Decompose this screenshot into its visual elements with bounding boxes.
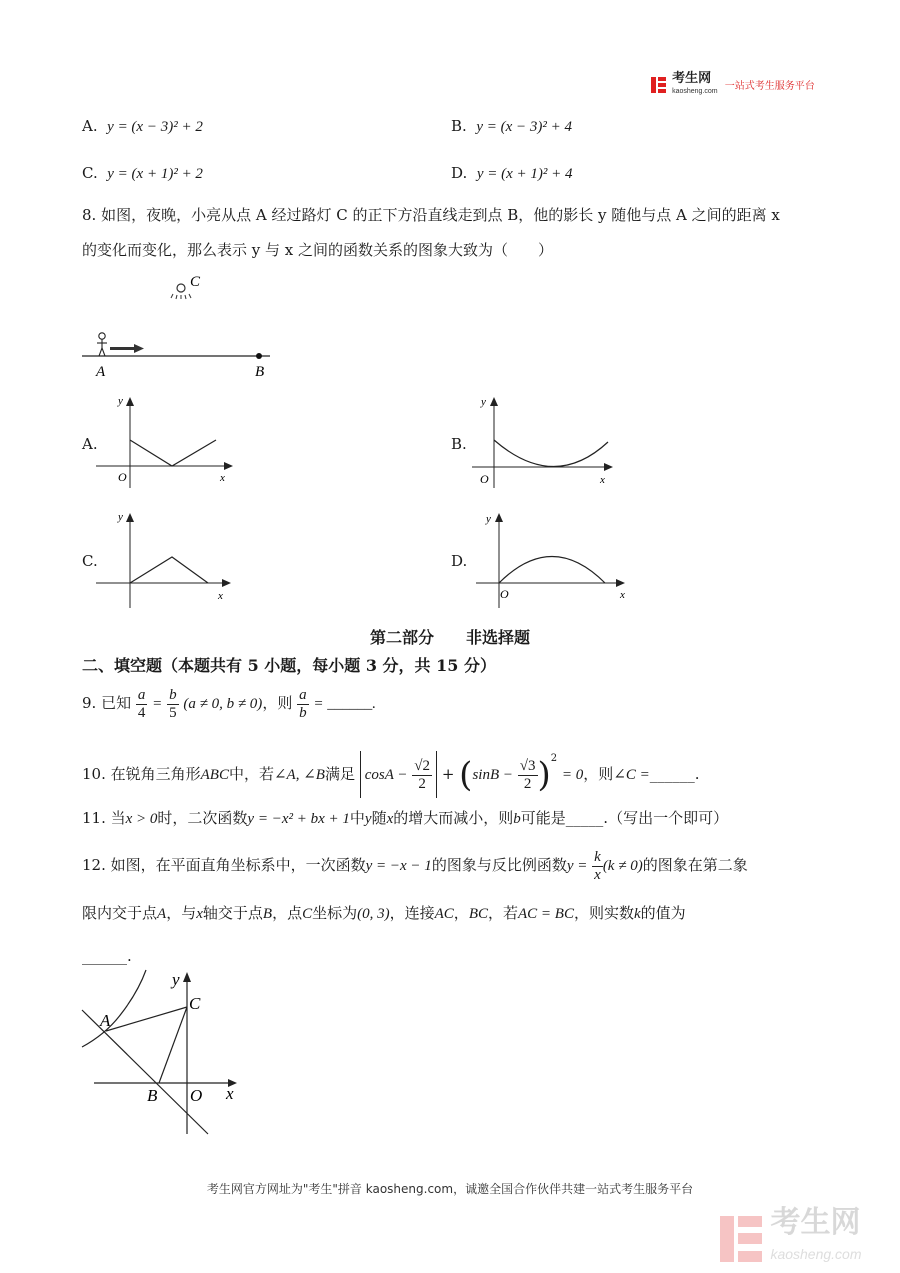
svg-text:A: A <box>100 1011 111 1030</box>
logo-name: 考生网 <box>672 70 712 85</box>
logo-icon <box>651 76 667 94</box>
label-a: A <box>96 364 106 380</box>
q7-option-c: C. y = (x + 1)² + 2 <box>82 164 203 182</box>
q11: 11. 当x > 0时，二次函数y = −x² + bx + 1中y随x的增大而减小，则b可能是_____.（写出一个即可） <box>82 809 729 827</box>
watermark <box>718 1206 862 1268</box>
svg-text:x: x <box>218 590 223 602</box>
watermark-logo-icon <box>718 1214 766 1264</box>
q12-line2: 限内交于点A，与x轴交于点B，点C坐标为(0, 3)，连接AC，BC，若AC = BC，则实数k的值为 <box>82 904 686 922</box>
svg-text:x: x <box>220 472 225 484</box>
logo-slogan: 一站式考生服务平台 <box>724 81 815 92</box>
logo-url: kaosheng.com <box>672 88 718 95</box>
q8-option-b-label: B. <box>451 435 467 453</box>
q8-scene-figure <box>80 268 280 383</box>
svg-text:x: x <box>600 474 605 486</box>
watermark-url: kaosheng.com <box>770 1246 862 1262</box>
watermark-name: 考生网 <box>770 1206 861 1239</box>
svg-text:y: y <box>486 513 491 525</box>
q10: 10. 在锐角三角形ABC中，若∠A, ∠B满足 cosA − $\frac{√2}{2}$ + (sinB − $\frac{√3}{2}$ )$^2$ = 0，则∠C =______. <box>82 737 700 798</box>
svg-text:y: y <box>118 395 123 407</box>
part2-title: 第二部分 非选择题 <box>369 628 530 647</box>
header-logo <box>651 72 815 97</box>
q12-line3: ______. <box>82 947 132 965</box>
street-lamp-icon <box>171 284 191 299</box>
svg-text:O: O <box>480 472 489 486</box>
q8-graph-b <box>470 392 620 492</box>
q8-graph-c <box>94 508 244 610</box>
svg-text:y: y <box>172 970 180 989</box>
q8-option-a-label: A. <box>82 435 98 453</box>
svg-text:x: x <box>620 589 625 601</box>
q8-graph-d <box>474 508 634 610</box>
svg-text:x: x <box>226 1084 234 1103</box>
q8-line1: 8. 如图，夜晚，小亮从点 A 经过路灯 C 的正下方沿直线走到点 B，他的影长 y 随他与点 A 之间的距离 x <box>82 206 780 224</box>
q7-option-b: B. y = (x − 3)² + 4 <box>451 117 573 135</box>
svg-text:O: O <box>190 1086 203 1105</box>
q7-option-d: D. y = (x + 1)² + 4 <box>451 164 573 182</box>
svg-text:C: C <box>189 994 201 1013</box>
svg-text:y: y <box>481 396 486 408</box>
svg-text:y: y <box>118 511 123 523</box>
q12-figure <box>78 964 248 1136</box>
svg-text:O: O <box>500 587 509 601</box>
q8-option-c-label: C. <box>82 552 98 570</box>
section2-title: 二、填空题（本题共有 5 小题，每小题 3 分，共 15 分） <box>82 656 496 675</box>
svg-text:O: O <box>118 470 127 484</box>
person-icon <box>97 333 107 356</box>
label-b: B <box>255 364 265 380</box>
q9: 9. 已知 $\frac{a}{4}$ = $\frac{b}{5}$ (a ≠ 0, b ≠ 0)，则 $\frac{a}{b}$ = ______. <box>82 686 377 721</box>
q8-graph-a <box>94 392 244 492</box>
q12-line1: 12. 如图，在平面直角坐标系中，一次函数y = −x − 1的图象与反比例函数y = $\frac{k}{x}$ (k ≠ 0)的图象在第二象 <box>82 848 748 883</box>
label-c: C <box>190 274 201 290</box>
q8-option-d-label: D. <box>451 552 468 570</box>
walk-arrow-icon <box>110 344 144 353</box>
q7-option-a: A. y = (x − 3)² + 2 <box>82 117 203 135</box>
footer-text: 考生网官方网址为"考生"拼音 kaosheng.com，诚邀全国合作伙伴共建一站式考生服务平台 <box>206 1182 694 1196</box>
q8-line2: 的变化而变化，那么表示 y 与 x 之间的函数关系的图象大致为（ ） <box>82 241 554 259</box>
svg-text:B: B <box>147 1086 158 1105</box>
